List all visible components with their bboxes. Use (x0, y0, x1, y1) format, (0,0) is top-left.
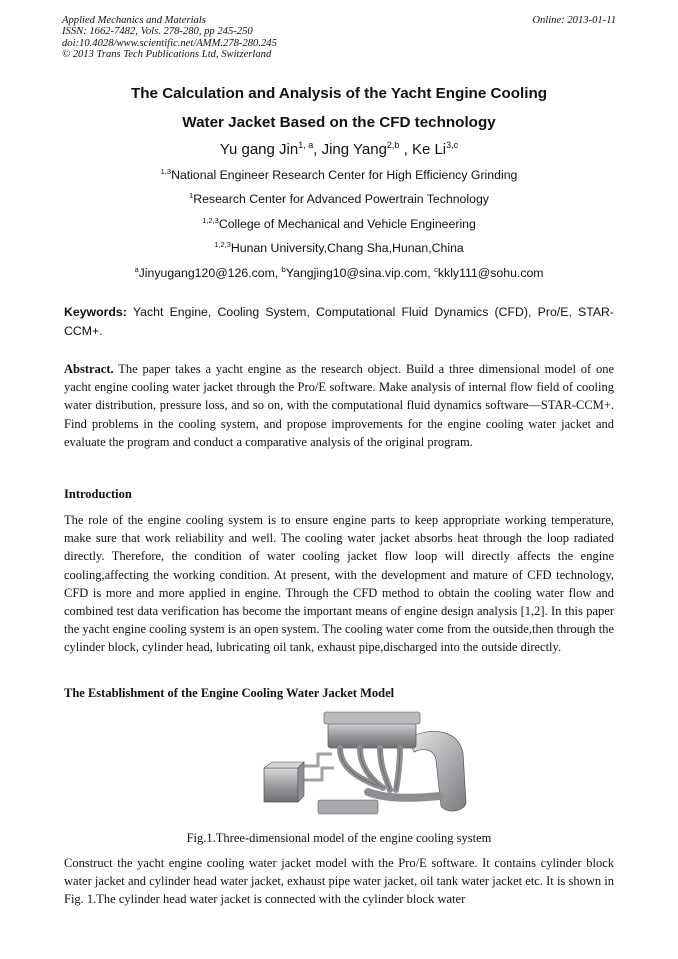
affiliation-text: Research Center for Advanced Powertrain Technology (193, 192, 489, 207)
author-separator: , (313, 141, 322, 158)
author-name: Jing Yang (321, 141, 387, 158)
affiliation-text: College of Mechanical and Vehicle Engineering (218, 217, 476, 232)
section-heading-establishment: The Establishment of the Engine Cooling Water Jacket Model (64, 686, 395, 700)
author-affil-sup: 2,b (386, 140, 400, 150)
email-sup: a (134, 265, 139, 274)
introduction-paragraph: The role of the engine cooling system is to ensure engine parts to keep appropriate working temperature, make sure that work reliability and well. The cooling water jacket absorbs heat through the loop radiated directly. Therefore, the condition of water cooling jacket flow loop will directly affects the engine cooling,affecting the working condition. At present, with the development and mature of CFD technology, CFD is more and more applied in engine. Through the CFD method to obtain the cooling water flow and combined test data verification has become the important means of engine design analysis [1,2]. In this paper the yacht engine cooling system is an open system. The cooling water come from the outside,then through the cylinder block, cylinder head, lubricating oil tank, exhaust pipe,discharged into the outside directly. (64, 513, 614, 655)
section-heading-introduction: Introduction (64, 487, 132, 501)
abstract-paragraph (64, 360, 614, 451)
paper-title-line-2: Water Jacket Based on the CFD technology (182, 114, 496, 131)
cylinder-head-top (324, 712, 420, 724)
affiliation (40, 240, 638, 255)
keywords-label: Keywords: (64, 305, 127, 319)
doi-line: doi:10.4028/www.scientific.net/AMM.278-280.245 (62, 37, 277, 49)
figure-caption: Fig.1.Three-dimensional model of the engine cooling system (186, 831, 492, 845)
email-c: kkly111@sohu.com (437, 266, 544, 281)
affiliation (40, 167, 638, 182)
oil-tank-side (298, 762, 304, 802)
affiliation-sup: 1,3 (160, 167, 172, 176)
cylinder-head-block (328, 722, 416, 748)
affiliation (40, 216, 638, 231)
author-name: Ke Li (411, 141, 447, 158)
online-date: Online: 2013-01-11 (532, 15, 616, 26)
author-name: Yu gang Jin (219, 141, 299, 158)
engine-cooling-model-figure (258, 708, 480, 826)
author-separator: , (399, 141, 412, 158)
affiliation-text: National Engineer Research Center for High Efficiency Grinding (171, 168, 518, 183)
journal-header (62, 15, 422, 61)
cylinder-block-lower (318, 800, 378, 814)
oil-tank (264, 768, 298, 802)
affiliation-sup: 1,2,3 (202, 216, 219, 225)
author-affil-sup: 1, a (298, 140, 314, 150)
affiliation-sup: 1 (189, 191, 194, 200)
issn-line: ISSN: 1662-7482, Vols. 278-280, pp 245-250 (62, 26, 253, 38)
keywords-text: Yacht Engine, Cooling System, Computational Fluid Dynamics (CFD), Pro/E, STAR-CCM+. (64, 305, 614, 338)
keywords-paragraph (64, 303, 614, 340)
copyright-line: © 2013 Trans Tech Publications Ltd, Switzerland (62, 49, 272, 61)
journal-name: Applied Mechanics and Materials (62, 15, 206, 26)
email-sup: c (434, 265, 438, 274)
affiliation (40, 191, 638, 206)
author-list (40, 140, 638, 158)
abstract-label: Abstract. (64, 362, 114, 376)
email-b: Yangjing10@sina.vip.com, (285, 266, 435, 281)
affiliation-sup: 1,2,3 (214, 240, 231, 249)
affiliation-text: Hunan University,Chang Sha,Hunan,China (230, 241, 464, 256)
paper-title-line-1: The Calculation and Analysis of the Yacht Engine Cooling (130, 85, 548, 102)
author-affil-sup: 3,c (446, 140, 459, 150)
abstract-text: The paper takes a yacht engine as the research object. Build a three dimensional model of one yacht engine cooling water jacket through the Pro/E software. Make analysis of internal flow field of cooling water distribution, pressure loss, and so on, with the computational fluid dynamics software—STAR-CCM+. Find problems in the cooling system, and propose improvements for the engine cooling water jacket and evaluate the program and conduct a comparative analysis of the original program. (64, 362, 614, 449)
establishment-paragraph: Construct the yacht engine cooling water jacket model with the Pro/E software. It contains cylinder block water jacket and cylinder head water jacket, exhaust pipe water jacket, oil tank water jacket etc. It is shown in Fig. 1.The cylinder head water jacket is connected with the cylinder block water (64, 856, 614, 907)
email-a: Jinyugang120@126.com, (138, 266, 282, 281)
email-sup: b (281, 265, 286, 274)
author-emails (40, 265, 638, 280)
